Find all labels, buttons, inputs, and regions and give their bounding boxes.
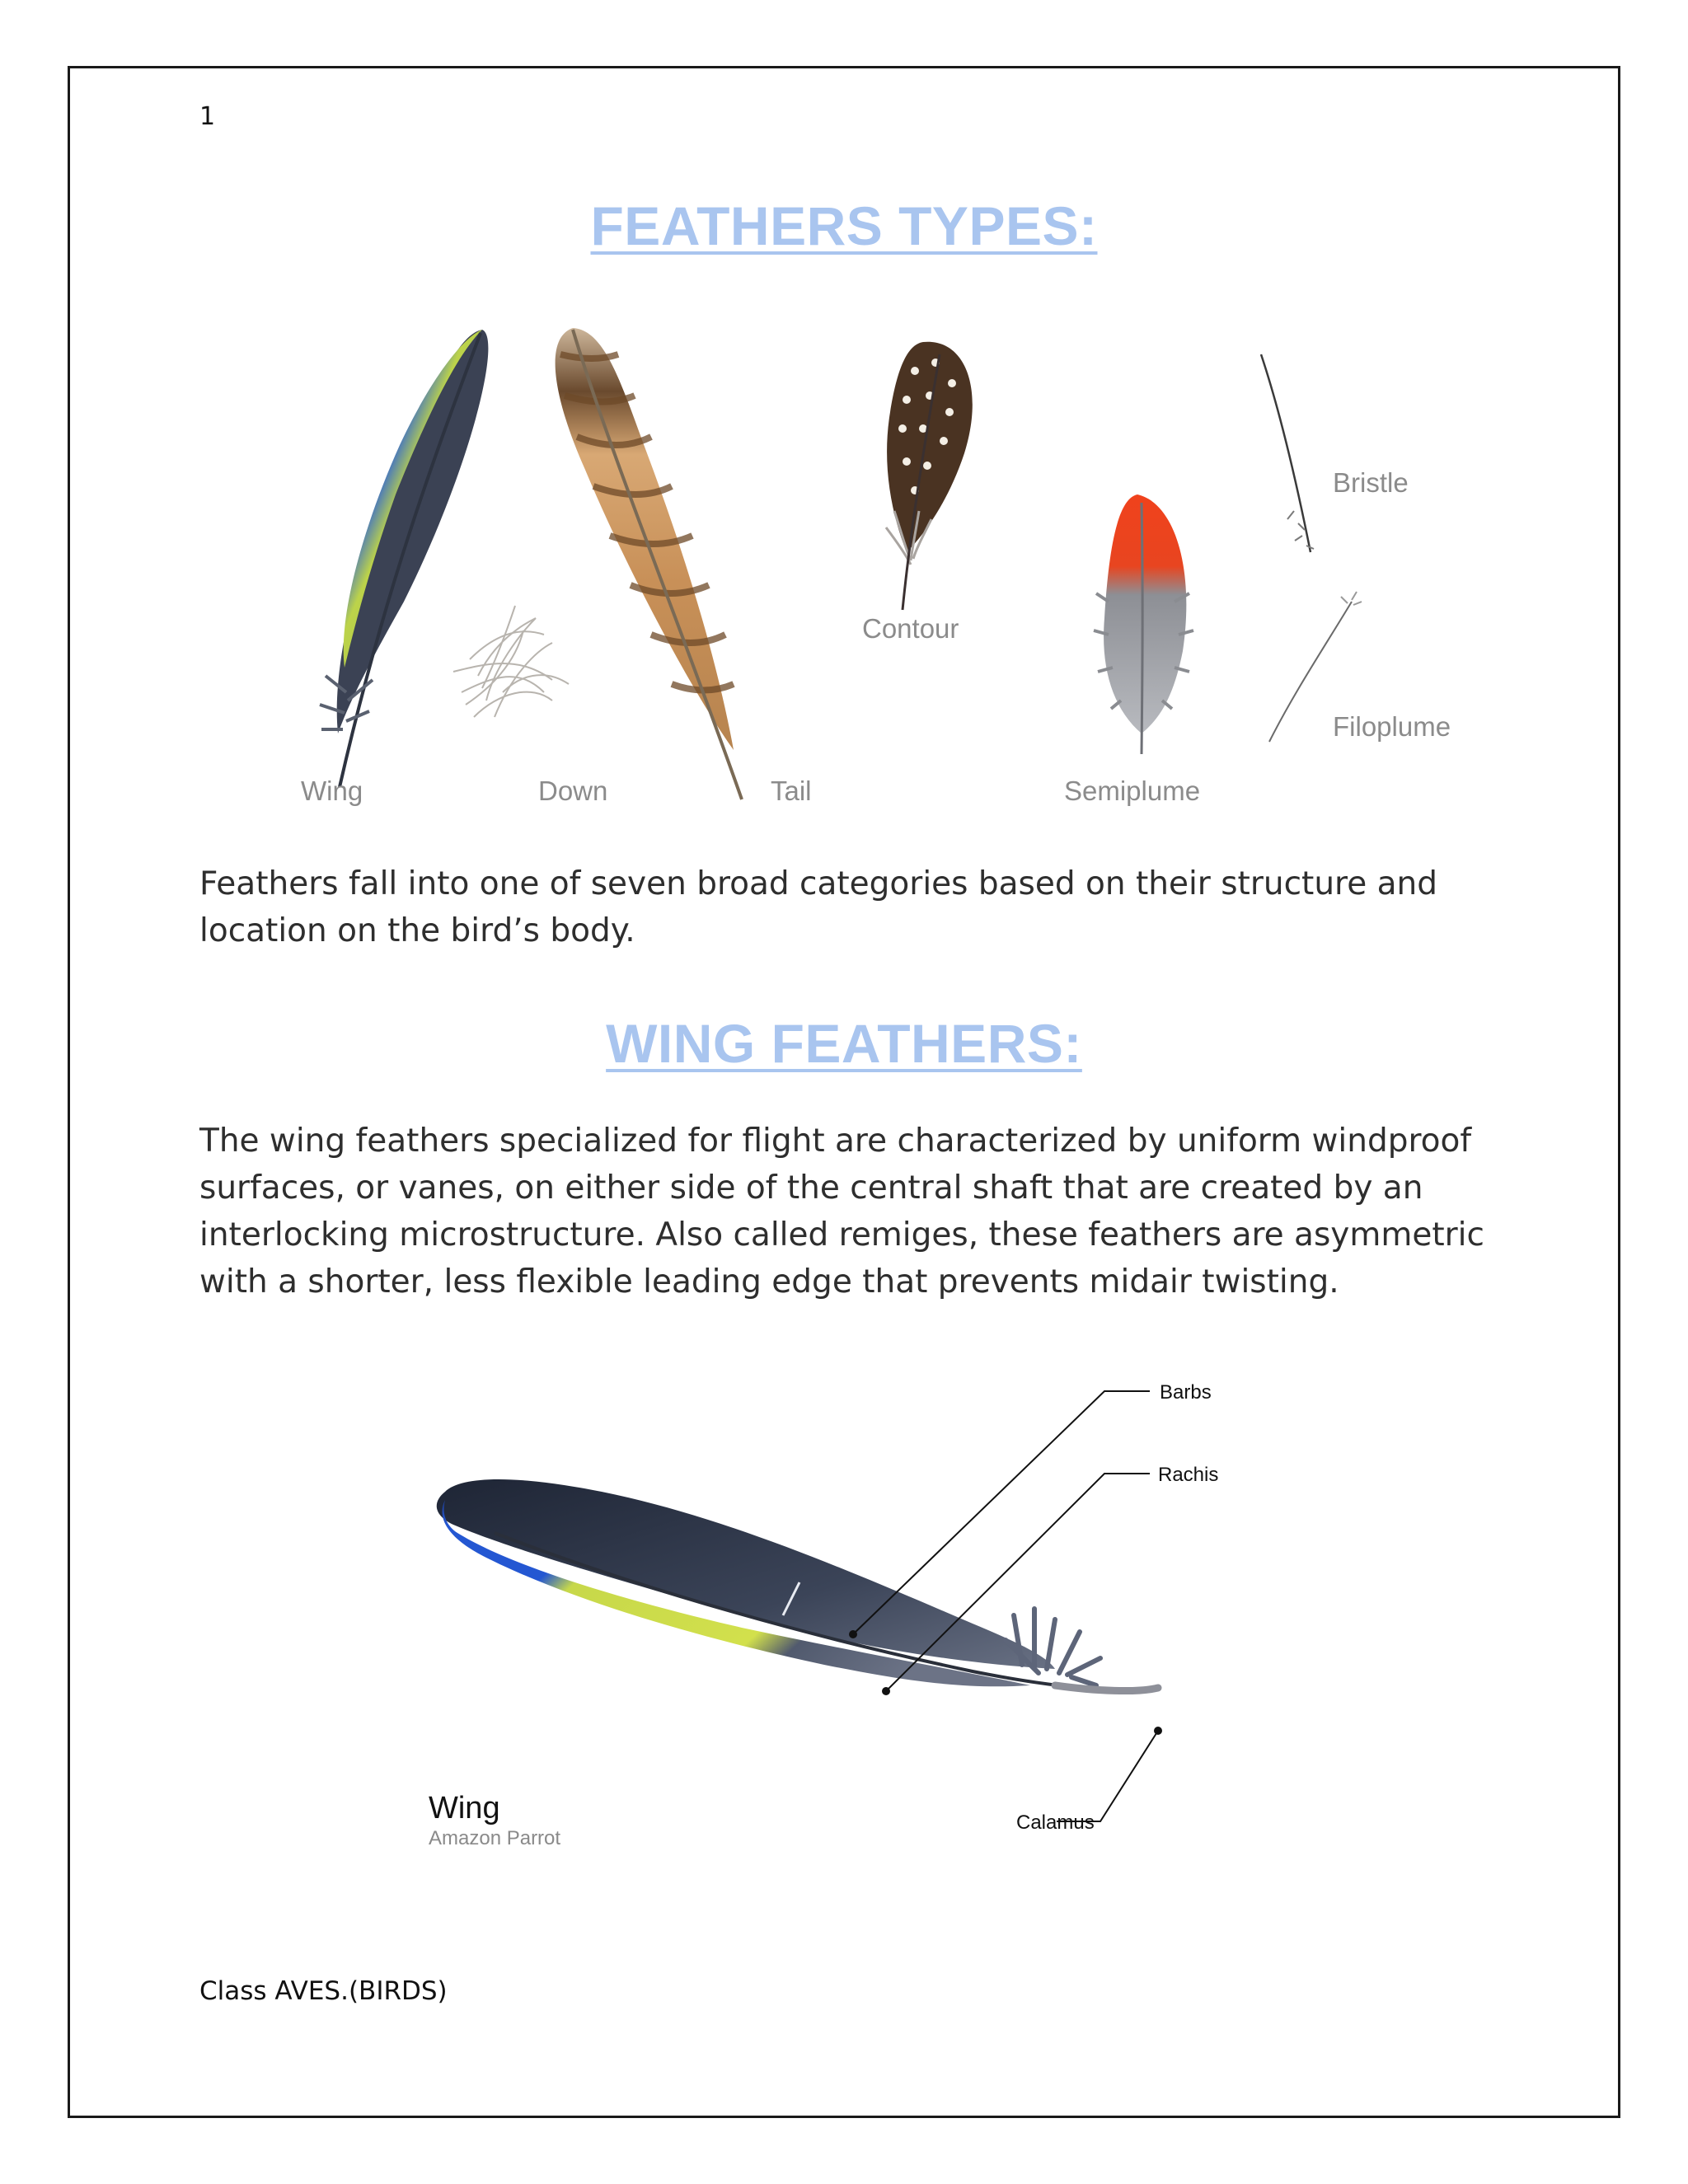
- diagram-title: Wing: [429, 1791, 500, 1825]
- wing-feather-icon: [320, 330, 488, 787]
- bristle-feather-icon: [1261, 354, 1314, 552]
- page-number: 1: [199, 102, 216, 131]
- label-bristle: Bristle: [1333, 467, 1409, 498]
- diagram-subtitle: Amazon Parrot: [429, 1827, 561, 1849]
- heading-feather-types: FEATHERS TYPES:: [590, 195, 1098, 256]
- label-contour: Contour: [862, 613, 959, 644]
- rachis-marker: [882, 1687, 890, 1695]
- footer-text: Class AVES.(BIRDS): [199, 1976, 448, 2006]
- wing-feather-illustration: [437, 1479, 1158, 1691]
- semiplume-feather-icon: [1094, 494, 1193, 754]
- label-semiplume: Semiplume: [1064, 776, 1201, 806]
- label-down: Down: [538, 776, 608, 806]
- feather-types-illustration: [198, 305, 1484, 824]
- barbs-marker: [849, 1630, 857, 1638]
- label-rachis: Rachis: [1158, 1464, 1219, 1486]
- paragraph-feather-categories: Feathers fall into one of seven broad categories based on their structure and location on the bird’s body.: [199, 865, 1437, 949]
- label-barbs: Barbs: [1160, 1381, 1212, 1404]
- label-wing: Wing: [301, 776, 363, 806]
- contour-feather-icon: [886, 342, 973, 610]
- down-feather-icon: [453, 606, 569, 717]
- label-calamus: Calamus: [1016, 1811, 1095, 1834]
- label-filoplume: Filoplume: [1333, 711, 1451, 742]
- tail-feather-icon: [556, 328, 742, 799]
- label-tail: Tail: [771, 776, 812, 806]
- heading-wing-feathers: WING FEATHERS:: [606, 1013, 1082, 1074]
- wing-anatomy-diagram: [396, 1368, 1319, 1863]
- paragraph-wing-feathers: The wing feathers specialized for flight are characterized by uniform windproof surfaces, or vanes, on either side of the central shaft that are created by an interlocking microstructure. Also called remiges, these feathers are asymmetric with a shorter, less flexible leading edge that prevents midair twisting.: [199, 1122, 1484, 1301]
- calamus-marker: [1154, 1727, 1162, 1735]
